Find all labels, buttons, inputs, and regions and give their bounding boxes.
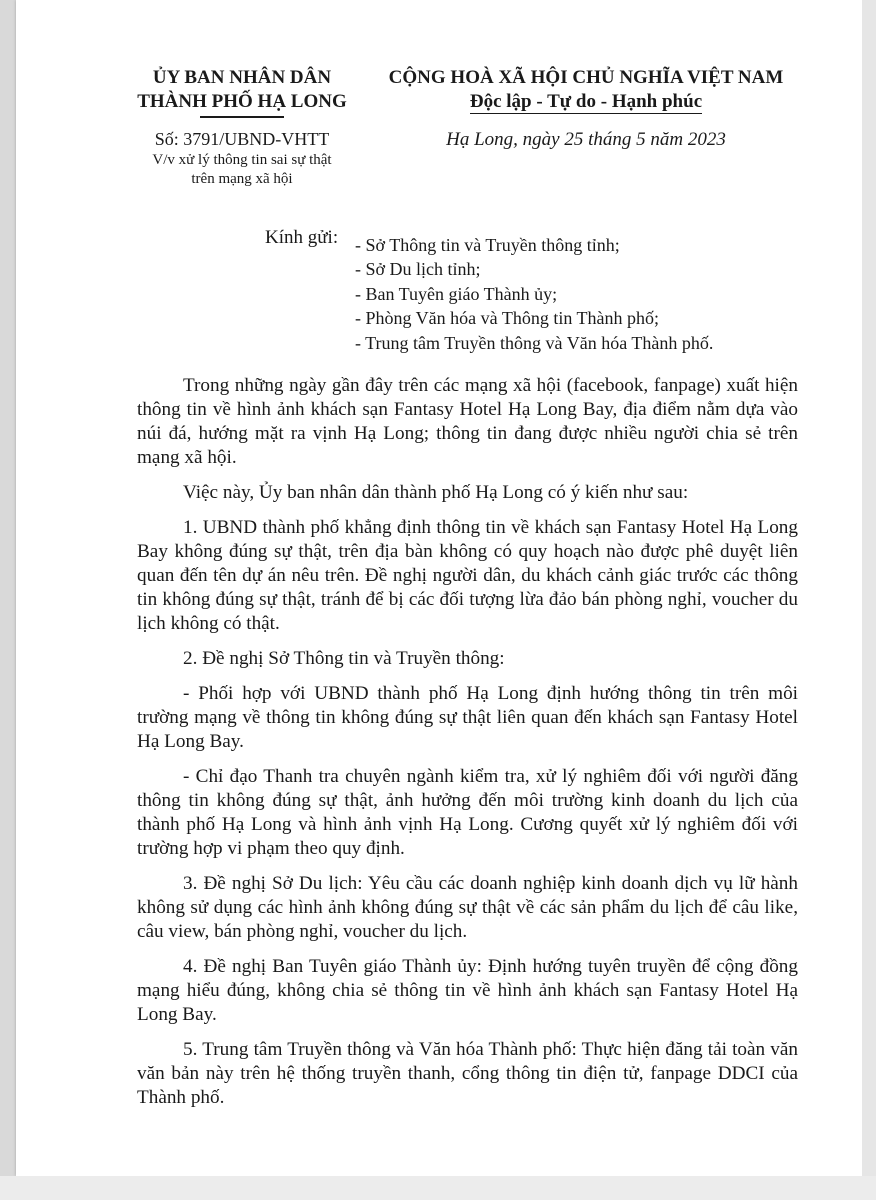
- body-paragraph: Trong những ngày gần đây trên các mạng xã hội (facebook, fanpage) xuất hiện thông tin về hình ảnh khách sạn Fantasy Hotel Hạ Long Bay, địa điểm nằm dựa vào núi đá, hướng mặt ra vịnh Hạ Long; thông tin đang được nhiều người chia sẻ trên mạng xã hội.: [137, 375, 798, 468]
- body-paragraph: 2. Đề nghị Sở Thông tin và Truyền thông:: [183, 648, 505, 669]
- recipient-item: - Ban Tuyên giáo Thành ủy;: [355, 283, 558, 304]
- subject-line-2: trên mạng xã hội: [191, 171, 293, 187]
- authority-line-2: THÀNH PHỐ HẠ LONG: [137, 91, 347, 112]
- document-date: Hạ Long, ngày 25 tháng 5 năm 2023: [446, 129, 726, 150]
- authority-underline: [200, 116, 284, 118]
- body-paragraph: - Phối hợp với UBND thành phố Hạ Long định hướng thông tin trên môi trường mạng về thông tin không đúng sự thật liên quan đến khách sạn Fantasy Hotel Hạ Long Bay.: [137, 683, 798, 752]
- recipient-item: - Trung tâm Truyền thông và Văn hóa Thành phố.: [355, 332, 714, 353]
- recipients-label: Kính gửi:: [265, 227, 339, 248]
- body-paragraph: 5. Trung tâm Truyền thông và Văn hóa Thành phố: Thực hiện đăng tải toàn văn văn bản này trên hệ thống truyền thanh, cổng thông tin điện tử, fanpage DDCI của Thành phố.: [137, 1039, 798, 1108]
- recipient-item: - Sở Du lịch tỉnh;: [355, 259, 481, 280]
- document-number: Số: 3791/UBND-VHTT: [154, 129, 330, 149]
- document-body: [137, 374, 798, 1121]
- body-paragraph: Việc này, Ủy ban nhân dân thành phố Hạ Long có ý kiến như sau:: [183, 482, 689, 503]
- body-paragraph: 3. Đề nghị Sở Du lịch: Yêu cầu các doanh nghiệp kinh doanh dịch vụ lữ hành không sử dụng các hình ảnh không đúng sự thật về các sản phẩm du lịch để câu like, câu view, bán phòng nghỉ, voucher du lịch.: [137, 873, 798, 942]
- national-name: CỘNG HOÀ XÃ HỘI CHỦ NGHĨA VIỆT NAM: [388, 67, 784, 88]
- recipients-list: [355, 233, 825, 355]
- subject-line-1: V/v xử lý thông tin sai sự thật: [152, 152, 332, 168]
- recipient-item: - Sở Thông tin và Truyền thông tỉnh;: [355, 235, 620, 255]
- body-paragraph: 4. Đề nghị Ban Tuyên giáo Thành ủy: Định hướng tuyên truyền để cộng đồng mạng hiểu đúng, không chia sẻ thông tin về hình ảnh khách sạn Fantasy Hotel Hạ Long Bay.: [137, 956, 798, 1025]
- body-paragraph: 1. UBND thành phố khẳng định thông tin về khách sạn Fantasy Hotel Hạ Long Bay không đúng sự thật, trên địa bàn không có quy hoạch nào được phê duyệt liên quan đến tên dự án nêu trên. Đề nghị người dân, du khách cảnh giác trước các thông tin không đúng sự thật, tránh để bị các đối tượng lừa đảo bán phòng nghỉ, voucher du lịch không có thật.: [137, 517, 798, 634]
- recipient-item: - Phòng Văn hóa và Thông tin Thành phố;: [355, 308, 659, 329]
- national-heading: [376, 66, 796, 114]
- national-motto: Độc lập - Tự do - Hạnh phúc: [469, 91, 703, 112]
- authority-line-1: ỦY BAN NHÂN DÂN: [152, 67, 332, 88]
- issuing-authority: [108, 66, 376, 114]
- body-paragraph: - Chỉ đạo Thanh tra chuyên ngành kiểm tra, xử lý nghiêm đối với người đăng thông tin không đúng sự thật, ảnh hưởng đến môi trường kinh doanh du lịch của thành phố Hạ Long và hình ảnh vịnh Hạ Long. Cương quyết xử lý nghiêm đối với trường hợp vi phạm theo quy định.: [137, 766, 798, 859]
- document-subject: [108, 151, 376, 189]
